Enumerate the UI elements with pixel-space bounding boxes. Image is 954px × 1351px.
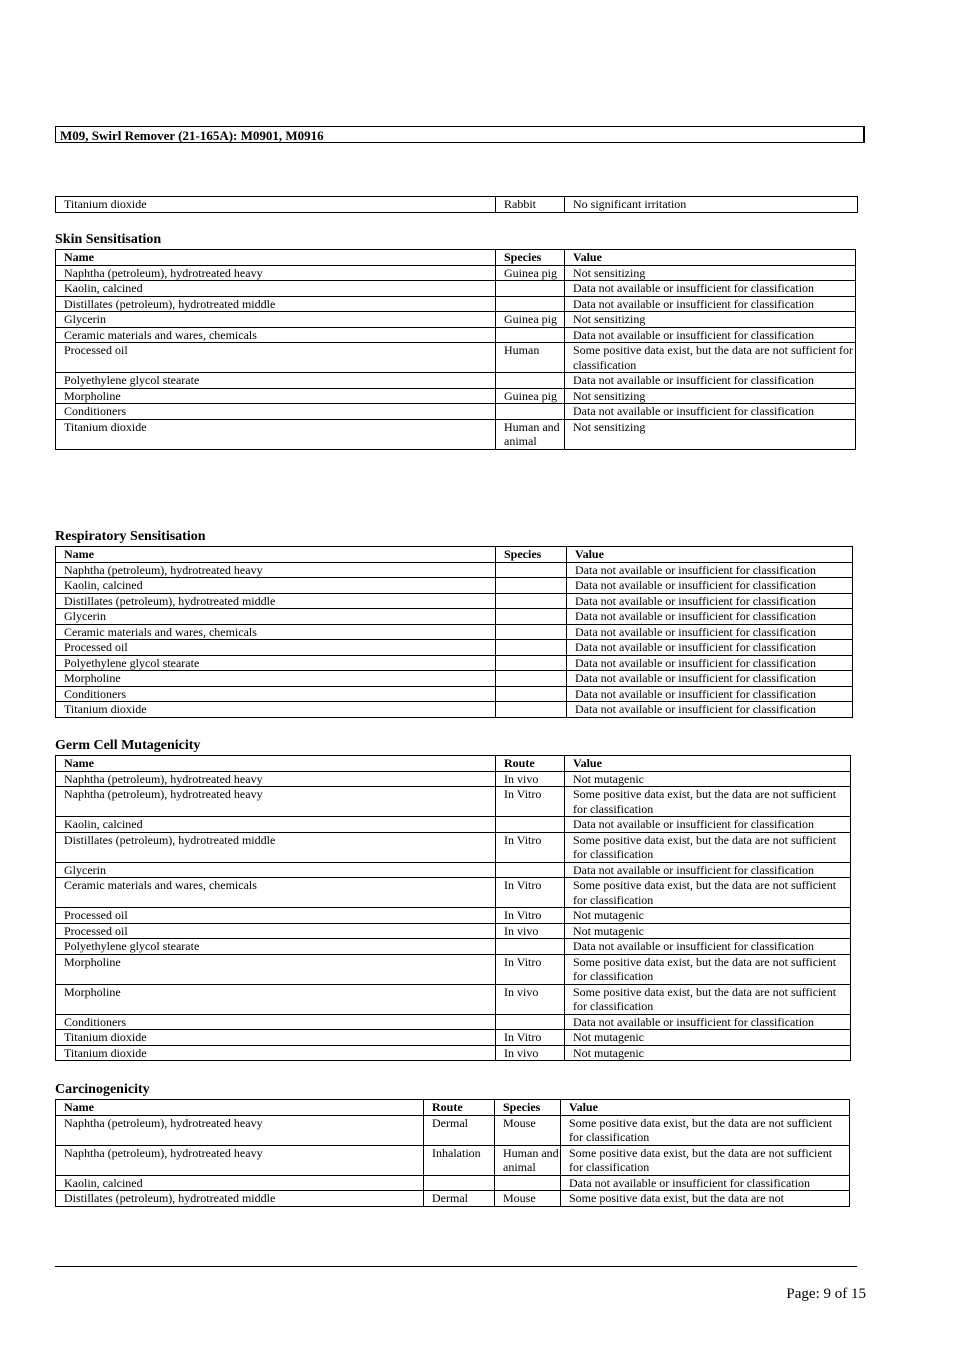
- route-cell: In Vitro: [496, 1030, 565, 1046]
- route-cell: Inhalation: [424, 1145, 495, 1175]
- eye-irritation-table-continued: [55, 196, 858, 213]
- name-cell: Titanium dioxide: [56, 702, 496, 718]
- route-cell: In vivo: [496, 771, 565, 787]
- name-cell: Glycerin: [56, 862, 496, 878]
- name-cell: Naphtha (petroleum), hydrotreated heavy: [56, 1145, 424, 1175]
- value-cell: Data not available or insufficient for classification: [565, 373, 856, 389]
- table-row: [56, 1175, 850, 1191]
- route-cell: In Vitro: [496, 878, 565, 908]
- species-cell: [496, 327, 565, 343]
- species-cell: [496, 624, 567, 640]
- species-cell: [496, 578, 567, 594]
- column-header-name: Name: [56, 250, 496, 266]
- name-cell: Naphtha (petroleum), hydrotreated heavy: [56, 265, 496, 281]
- table-row: [56, 702, 853, 718]
- value-cell: Some positive data exist, but the data are not sufficient for classification: [565, 832, 851, 862]
- value-cell: Some positive data exist, but the data are not: [561, 1191, 850, 1207]
- name-cell: Glycerin: [56, 609, 496, 625]
- table-row: [56, 327, 856, 343]
- table-row: [56, 908, 851, 924]
- skin-sensitisation-table: [55, 249, 856, 450]
- value-cell: Not mutagenic: [565, 771, 851, 787]
- carcinogenicity-heading: Carcinogenicity: [55, 1082, 150, 1097]
- column-header-species: Species: [496, 547, 567, 563]
- name-cell: Morpholine: [56, 954, 496, 984]
- name-cell: Naphtha (petroleum), hydrotreated heavy: [56, 787, 496, 817]
- carcinogenicity-table: [55, 1099, 850, 1207]
- species-cell: Human: [496, 343, 565, 373]
- value-cell: Data not available or insufficient for classification: [565, 404, 856, 420]
- column-header-value: Value: [561, 1100, 850, 1116]
- species-cell: [496, 702, 567, 718]
- table-row: [56, 832, 851, 862]
- respiratory-sensitisation-heading: Respiratory Sensitisation: [55, 529, 206, 544]
- name-cell: Processed oil: [56, 640, 496, 656]
- table-row: [56, 578, 853, 594]
- name-cell: Polyethylene glycol stearate: [56, 373, 496, 389]
- table-row: [56, 1014, 851, 1030]
- name-cell: Processed oil: [56, 908, 496, 924]
- value-cell: Data not available or insufficient for classification: [565, 817, 851, 833]
- germ-cell-mutagenicity-table: [55, 755, 851, 1061]
- table-row: [56, 655, 853, 671]
- table-row: [56, 281, 856, 297]
- table-row: [56, 1115, 850, 1145]
- value-cell: Data not available or insufficient for classification: [565, 296, 856, 312]
- value-cell: Data not available or insufficient for classification: [565, 327, 856, 343]
- table-row: [56, 640, 853, 656]
- name-cell: Glycerin: [56, 312, 496, 328]
- name-cell: Conditioners: [56, 404, 496, 420]
- table-header-row: [56, 250, 856, 266]
- value-cell: Not mutagenic: [565, 908, 851, 924]
- name-cell: Titanium dioxide: [56, 197, 496, 213]
- name-cell: Distillates (petroleum), hydrotreated middle: [56, 296, 496, 312]
- value-cell: Data not available or insufficient for classification: [567, 562, 853, 578]
- page-number: Page: 9 of 15: [786, 1286, 866, 1302]
- table-row: [56, 609, 853, 625]
- document-header-title: M09, Swirl Remover (21-165A): M0901, M0916: [55, 126, 865, 143]
- table-row: [56, 1145, 850, 1175]
- species-cell: [496, 404, 565, 420]
- route-cell: [424, 1175, 495, 1191]
- value-cell: Data not available or insufficient for classification: [567, 624, 853, 640]
- species-cell: [495, 1175, 561, 1191]
- table-row: [56, 593, 853, 609]
- name-cell: Distillates (petroleum), hydrotreated middle: [56, 832, 496, 862]
- route-cell: [496, 862, 565, 878]
- name-cell: Kaolin, calcined: [56, 578, 496, 594]
- name-cell: Titanium dioxide: [56, 1045, 496, 1061]
- value-cell: Not mutagenic: [565, 1045, 851, 1061]
- value-cell: Some positive data exist, but the data are not sufficient for classification: [561, 1145, 850, 1175]
- species-cell: Human and animal: [496, 419, 565, 449]
- value-cell: Data not available or insufficient for classification: [567, 702, 853, 718]
- species-cell: [496, 609, 567, 625]
- route-cell: [496, 939, 565, 955]
- route-cell: Dermal: [424, 1191, 495, 1207]
- route-cell: [496, 1014, 565, 1030]
- column-header-name: Name: [56, 547, 496, 563]
- value-cell: Some positive data exist, but the data are not sufficient for classification: [565, 984, 851, 1014]
- name-cell: Distillates (petroleum), hydrotreated middle: [56, 1191, 424, 1207]
- value-cell: Some positive data exist, but the data are not sufficient for classification: [565, 954, 851, 984]
- table-row: [56, 404, 856, 420]
- species-cell: [496, 593, 567, 609]
- species-cell: [496, 296, 565, 312]
- value-cell: Data not available or insufficient for classification: [567, 671, 853, 687]
- name-cell: Ceramic materials and wares, chemicals: [56, 878, 496, 908]
- species-cell: Mouse: [495, 1115, 561, 1145]
- species-cell: [496, 671, 567, 687]
- value-cell: Some positive data exist, but the data are not sufficient for classification: [561, 1115, 850, 1145]
- table-row: [56, 265, 856, 281]
- species-cell: [496, 281, 565, 297]
- table-row: [56, 671, 853, 687]
- column-header-name: Name: [56, 756, 496, 772]
- table-row: [56, 197, 858, 213]
- name-cell: Ceramic materials and wares, chemicals: [56, 624, 496, 640]
- table-row: [56, 624, 853, 640]
- name-cell: Ceramic materials and wares, chemicals: [56, 327, 496, 343]
- name-cell: Morpholine: [56, 388, 496, 404]
- species-cell: Guinea pig: [496, 265, 565, 281]
- species-cell: Human and animal: [495, 1145, 561, 1175]
- table-header-row: [56, 1100, 850, 1116]
- column-header-value: Value: [567, 547, 853, 563]
- name-cell: Polyethylene glycol stearate: [56, 939, 496, 955]
- route-cell: In vivo: [496, 923, 565, 939]
- value-cell: Not sensitizing: [565, 388, 856, 404]
- species-cell: [496, 686, 567, 702]
- table-row: [56, 923, 851, 939]
- name-cell: Titanium dioxide: [56, 1030, 496, 1046]
- table-row: [56, 686, 853, 702]
- name-cell: Polyethylene glycol stearate: [56, 655, 496, 671]
- value-cell: Data not available or insufficient for classification: [567, 655, 853, 671]
- value-cell: Not mutagenic: [565, 1030, 851, 1046]
- value-cell: Not sensitizing: [565, 419, 856, 449]
- table-row: [56, 562, 853, 578]
- value-cell: Not sensitizing: [565, 265, 856, 281]
- table-row: [56, 388, 856, 404]
- table-row: [56, 878, 851, 908]
- species-cell: Rabbit: [496, 197, 565, 213]
- name-cell: Kaolin, calcined: [56, 281, 496, 297]
- value-cell: Data not available or insufficient for classification: [567, 593, 853, 609]
- name-cell: Conditioners: [56, 686, 496, 702]
- route-cell: In Vitro: [496, 832, 565, 862]
- name-cell: Conditioners: [56, 1014, 496, 1030]
- table-row: [56, 1191, 850, 1207]
- name-cell: Processed oil: [56, 343, 496, 373]
- table-row: [56, 373, 856, 389]
- column-header-value: Value: [565, 756, 851, 772]
- name-cell: Titanium dioxide: [56, 419, 496, 449]
- table-header-row: [56, 756, 851, 772]
- table-row: [56, 939, 851, 955]
- column-header-route: Route: [424, 1100, 495, 1116]
- column-header-species: Species: [496, 250, 565, 266]
- name-cell: Distillates (petroleum), hydrotreated middle: [56, 593, 496, 609]
- species-cell: [496, 655, 567, 671]
- value-cell: Data not available or insufficient for classification: [567, 609, 853, 625]
- column-header-value: Value: [565, 250, 856, 266]
- value-cell: Data not available or insufficient for classification: [565, 281, 856, 297]
- table-row: [56, 1030, 851, 1046]
- table-row: [56, 954, 851, 984]
- species-cell: Guinea pig: [496, 312, 565, 328]
- value-cell: Data not available or insufficient for classification: [567, 640, 853, 656]
- value-cell: No significant irritation: [565, 197, 858, 213]
- respiratory-sensitisation-table: [55, 546, 853, 718]
- table-header-row: [56, 547, 853, 563]
- route-cell: In Vitro: [496, 787, 565, 817]
- value-cell: Data not available or insufficient for classification: [565, 1014, 851, 1030]
- germ-cell-mutagenicity-heading: Germ Cell Mutagenicity: [55, 738, 201, 753]
- name-cell: Kaolin, calcined: [56, 1175, 424, 1191]
- name-cell: Naphtha (petroleum), hydrotreated heavy: [56, 1115, 424, 1145]
- table-row: [56, 419, 856, 449]
- name-cell: Morpholine: [56, 671, 496, 687]
- value-cell: Not mutagenic: [565, 923, 851, 939]
- species-cell: [496, 562, 567, 578]
- value-cell: Some positive data exist, but the data are not sufficient for classification: [565, 343, 856, 373]
- species-cell: [496, 640, 567, 656]
- table-row: [56, 343, 856, 373]
- footer-rule: [55, 1266, 857, 1267]
- table-row: [56, 862, 851, 878]
- table-row: [56, 1045, 851, 1061]
- skin-sensitisation-heading: Skin Sensitisation: [55, 232, 162, 247]
- route-cell: In vivo: [496, 984, 565, 1014]
- column-header-species: Species: [495, 1100, 561, 1116]
- species-cell: [496, 373, 565, 389]
- route-cell: In vivo: [496, 1045, 565, 1061]
- name-cell: Processed oil: [56, 923, 496, 939]
- species-cell: Guinea pig: [496, 388, 565, 404]
- route-cell: Dermal: [424, 1115, 495, 1145]
- route-cell: In Vitro: [496, 908, 565, 924]
- column-header-name: Name: [56, 1100, 424, 1116]
- table-row: [56, 771, 851, 787]
- table-row: [56, 296, 856, 312]
- table-row: [56, 312, 856, 328]
- species-cell: Mouse: [495, 1191, 561, 1207]
- value-cell: Data not available or insufficient for classification: [567, 578, 853, 594]
- value-cell: Not sensitizing: [565, 312, 856, 328]
- table-row: [56, 817, 851, 833]
- value-cell: Data not available or insufficient for classification: [567, 686, 853, 702]
- route-cell: [496, 817, 565, 833]
- table-row: [56, 787, 851, 817]
- value-cell: Some positive data exist, but the data are not sufficient for classification: [565, 878, 851, 908]
- route-cell: In Vitro: [496, 954, 565, 984]
- value-cell: Data not available or insufficient for classification: [561, 1175, 850, 1191]
- value-cell: Data not available or insufficient for classification: [565, 939, 851, 955]
- name-cell: Naphtha (petroleum), hydrotreated heavy: [56, 771, 496, 787]
- name-cell: Morpholine: [56, 984, 496, 1014]
- column-header-route: Route: [496, 756, 565, 772]
- name-cell: Naphtha (petroleum), hydrotreated heavy: [56, 562, 496, 578]
- value-cell: Data not available or insufficient for classification: [565, 862, 851, 878]
- table-row: [56, 984, 851, 1014]
- name-cell: Kaolin, calcined: [56, 817, 496, 833]
- value-cell: Some positive data exist, but the data are not sufficient for classification: [565, 787, 851, 817]
